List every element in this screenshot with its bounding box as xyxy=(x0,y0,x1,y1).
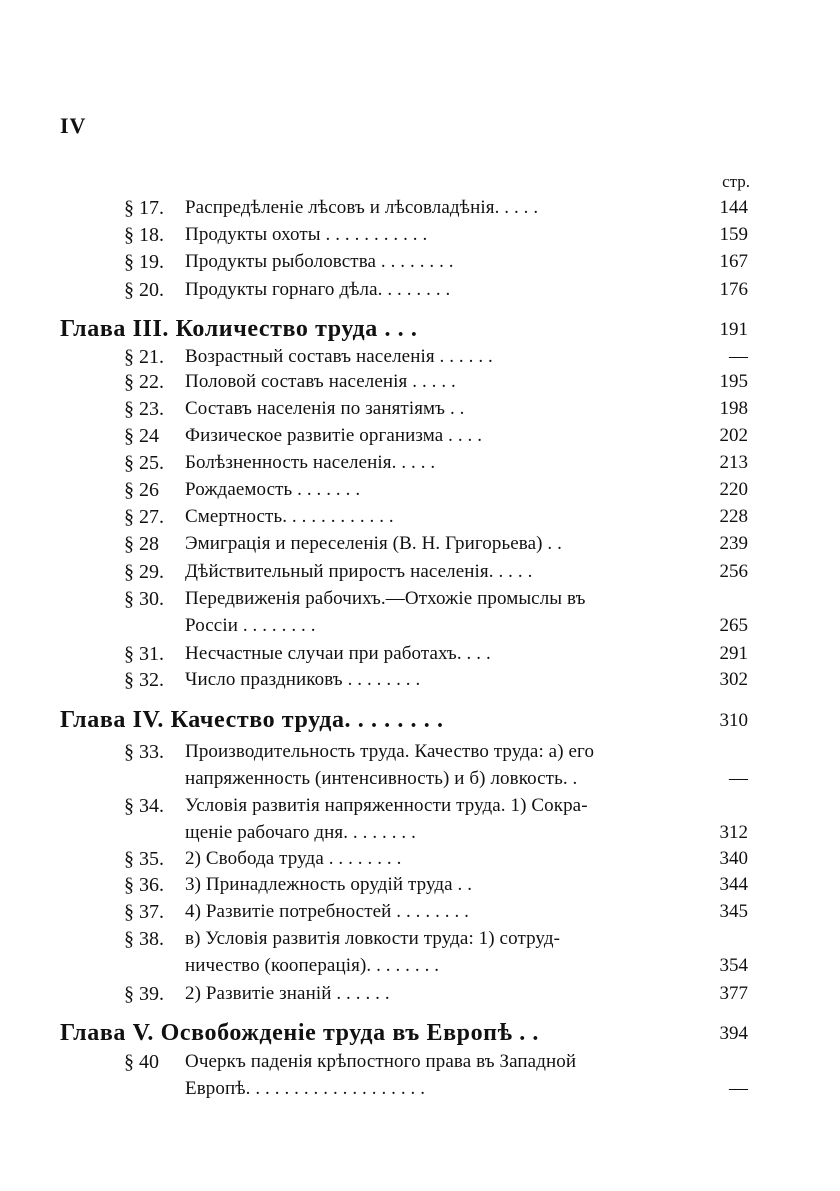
section-number: § 20. xyxy=(124,279,164,301)
page-ref: 312 xyxy=(719,822,748,843)
section-number: § 39. xyxy=(124,983,164,1005)
section-title: Продукты охоты . . . . . . . . . . . xyxy=(185,224,428,245)
section-number: § 25. xyxy=(124,452,164,474)
section-number: § 26 xyxy=(124,479,159,501)
section-number: § 32. xyxy=(124,669,164,691)
section-title: Эмиграція и переселенія (В. Н. Григорьева) . . xyxy=(185,533,562,554)
section-title-continued: щеніе рабочаго дня. . . . . . . . xyxy=(185,822,416,843)
section-number: § 29. xyxy=(124,561,164,583)
section-number: § 40 xyxy=(124,1051,159,1073)
section-title: в) Условія развитія ловкости труда: 1) сотруд- xyxy=(185,928,561,949)
section-title: Производительность труда. Качество труда: а) его xyxy=(185,741,595,762)
section-title-continued: ничество (кооперація). . . . . . . . xyxy=(185,955,440,976)
section-title: Возрастный составъ населенія . . . . . . xyxy=(185,346,493,367)
page-ref: 377 xyxy=(719,983,748,1004)
section-number: § 22. xyxy=(124,371,164,393)
page-ref: 291 xyxy=(719,643,748,664)
page-ref: 345 xyxy=(719,901,748,922)
section-title: Половой составъ населенія . . . . . xyxy=(185,371,456,392)
section-title: Очеркъ паденія крѣпостного права въ Западной xyxy=(185,1051,577,1072)
section-title-continued: Европѣ. . . . . . . . . . . . . . . . . . . xyxy=(185,1078,426,1099)
page-ref: 344 xyxy=(719,874,748,895)
page-ref: 213 xyxy=(719,452,748,473)
section-number: § 35. xyxy=(124,848,164,870)
page-ref: 144 xyxy=(719,197,748,218)
section-title: Физическое развитіе организма . . . . xyxy=(185,425,483,446)
section-title-continued: напряженность (интенсивность) и б) ловкость. . xyxy=(185,768,578,789)
section-number: § 36. xyxy=(124,874,164,896)
page-ref: 239 xyxy=(719,533,748,554)
page-ref: 228 xyxy=(719,506,748,527)
section-title: Смертность. . . . . . . . . . . . xyxy=(185,506,394,527)
section-title: Дѣйствительный приростъ населенія. . . . . xyxy=(185,561,533,582)
page-ref: 302 xyxy=(719,669,748,690)
section-title: 2) Развитіе знаній . . . . . . xyxy=(185,983,390,1004)
page-ref: 220 xyxy=(719,479,748,500)
section-title: Составъ населенія по занятіямъ . . xyxy=(185,398,465,419)
page-ref: 198 xyxy=(719,398,748,419)
page-ref: 176 xyxy=(719,279,748,300)
page-ref: 265 xyxy=(719,615,748,636)
section-number: § 30. xyxy=(124,588,164,610)
page-column-header: стр. xyxy=(722,172,750,191)
section-title-continued: Россіи . . . . . . . . xyxy=(185,615,316,636)
section-title: Число праздниковъ . . . . . . . . xyxy=(185,669,421,690)
section-number: § 24 xyxy=(124,425,159,447)
section-number: § 28 xyxy=(124,533,159,555)
page-number: IV xyxy=(60,113,87,138)
section-number: § 27. xyxy=(124,506,164,528)
section-title: Условія развитія напряженности труда. 1) Сокра- xyxy=(185,795,588,816)
page-ref: 256 xyxy=(719,561,748,582)
page-ref: 354 xyxy=(719,955,748,976)
section-number: § 31. xyxy=(124,643,164,665)
section-title: Несчастные случаи при работахъ. . . . xyxy=(185,643,491,664)
page-ref: 167 xyxy=(719,251,748,272)
section-number: § 18. xyxy=(124,224,164,246)
section-title: 2) Свобода труда . . . . . . . . xyxy=(185,848,402,869)
section-title: 3) Принадлежность орудій труда . . xyxy=(185,874,473,895)
section-number: § 17. xyxy=(124,197,164,219)
section-number: § 21. xyxy=(124,346,164,368)
section-number: § 34. xyxy=(124,795,164,817)
section-number: § 38. xyxy=(124,928,164,950)
section-number: § 23. xyxy=(124,398,164,420)
section-title: Болѣзненность населенія. . . . . xyxy=(185,452,436,473)
section-title: Продукты рыболовства . . . . . . . . xyxy=(185,251,454,272)
page-ref: 310 xyxy=(719,710,748,731)
section-title: Передвиженія рабочихъ.—Отхожіе промыслы въ xyxy=(185,588,586,609)
section-title: 4) Развитіе потребностей . . . . . . . . xyxy=(185,901,470,922)
page-ref: 202 xyxy=(719,425,748,446)
section-number: § 33. xyxy=(124,741,164,763)
section-number: § 37. xyxy=(124,901,164,923)
page-ref: 394 xyxy=(719,1023,748,1044)
page-ref: 159 xyxy=(719,224,748,245)
section-title: Распредѣленіе лѣсовъ и лѣсовладѣнія. . . . . xyxy=(185,197,539,218)
page-ref: 195 xyxy=(719,371,748,392)
section-number: § 19. xyxy=(124,251,164,273)
chapter-title: Глава IV. Качество труда. . . . . . . . xyxy=(60,707,444,733)
page-ref: — xyxy=(729,346,748,367)
page-ref: 191 xyxy=(719,319,748,340)
chapter-title: Глава V. Освобожденіе труда въ Европѣ . . xyxy=(60,1020,540,1046)
page-ref: — xyxy=(729,768,748,789)
section-title: Рождаемость . . . . . . . xyxy=(185,479,361,500)
section-title: Продукты горнаго дѣла. . . . . . . . xyxy=(185,279,451,300)
chapter-title: Глава III. Количество труда . . . xyxy=(60,316,418,342)
page-ref: 340 xyxy=(719,848,748,869)
page-ref: — xyxy=(729,1078,748,1099)
